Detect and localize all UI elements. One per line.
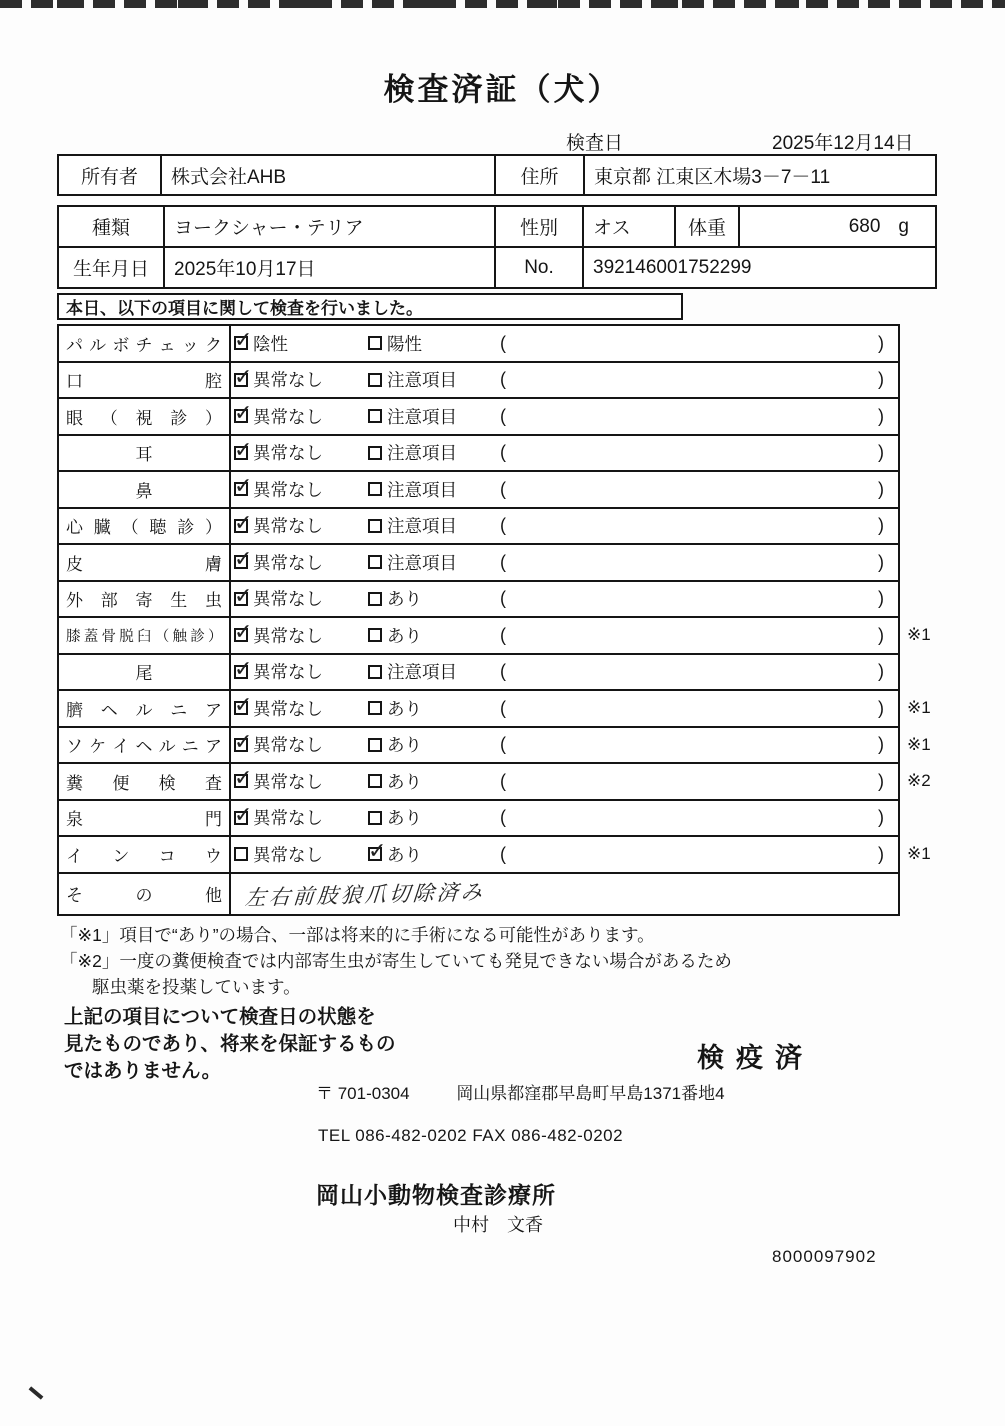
- option-present: [368, 805, 498, 830]
- pet-table: [57, 205, 937, 289]
- checklist-row-parasites: [59, 582, 898, 619]
- paren-close-icon: ): [878, 332, 884, 353]
- footnote-2-line2: 駆虫薬を投薬しています。: [92, 977, 301, 997]
- quarantine-stamp: 検疫済: [697, 1043, 814, 1073]
- birthdate-value: 2025年10月17日: [165, 248, 496, 287]
- option-label: 注意項目: [387, 516, 457, 537]
- disclaimer: [64, 1004, 396, 1085]
- item-label: パ ル ボ チ ェ ッ ク: [59, 326, 231, 361]
- paren-close-icon: ): [878, 843, 884, 864]
- option-label: 異常なし: [253, 516, 323, 537]
- checkbox-icon: [368, 555, 382, 569]
- footnote-mark: ※1: [907, 734, 931, 754]
- checkbox-icon: [234, 519, 248, 533]
- option-caution: [368, 440, 498, 465]
- option-label: 異常なし: [253, 698, 323, 719]
- item-label: 耳: [59, 436, 231, 471]
- checklist-row-nose: [59, 472, 898, 509]
- paren-close-icon: ): [878, 405, 884, 426]
- checkbox-icon: [234, 628, 248, 642]
- option-label: 注意項目: [387, 552, 457, 573]
- option-present: [368, 732, 498, 757]
- checklist-row-tail: [59, 655, 898, 692]
- option-caution: [368, 404, 498, 429]
- paren-close-icon: ): [878, 442, 884, 463]
- scan-artifact-top: [0, 0, 1005, 8]
- clinic-name: 岡山小動物検査診療所: [316, 1182, 556, 1208]
- disclaimer-line2: 見たものであり、将来を保証するもの: [64, 1033, 396, 1055]
- disclaimer-line3: ではありません。: [64, 1060, 222, 1082]
- sex-label: 性別: [496, 207, 584, 246]
- paren-close-icon: ): [878, 661, 884, 682]
- option-label: 注意項目: [387, 406, 457, 427]
- checkbox-icon: [234, 482, 248, 496]
- item-label: 皮 膚: [59, 545, 231, 580]
- checkbox-icon: [234, 446, 248, 460]
- option-label: 異常なし: [253, 552, 323, 573]
- option-label: 異常なし: [253, 370, 323, 391]
- checklist-table: [57, 324, 931, 916]
- option-normal: [231, 769, 368, 794]
- vet-name: 中村 文香: [453, 1215, 543, 1235]
- paren-close-icon: ): [878, 770, 884, 791]
- owner-table: [57, 154, 937, 196]
- item-label: 眼 （ 視 診 ）: [59, 399, 231, 434]
- option-label: 注意項目: [387, 479, 457, 500]
- footnote-mark: ※2: [907, 771, 931, 791]
- checkbox-icon: [368, 774, 382, 788]
- option-label: 異常なし: [253, 735, 323, 756]
- option-normal: [231, 805, 368, 830]
- checkbox-icon: [368, 519, 382, 533]
- paren-close-icon: ): [878, 624, 884, 645]
- result-field: [498, 588, 898, 609]
- birthdate-label: 生年月日: [59, 248, 165, 287]
- item-label: 泉 門: [59, 801, 231, 836]
- result-field: [498, 552, 898, 573]
- checklist-row-mouth: [59, 363, 898, 400]
- option-normal: [231, 659, 368, 684]
- checklist-row-fecal-exam: [59, 764, 931, 801]
- option-label: あり: [387, 698, 422, 719]
- checklist-row-inguinal-hernia: [59, 728, 931, 765]
- address-label: 住所: [496, 156, 585, 194]
- item-label: 鼻: [59, 472, 231, 507]
- result-field: [498, 844, 898, 865]
- result-field: [498, 369, 898, 390]
- result-field: [498, 661, 898, 682]
- checkbox-icon: [234, 592, 248, 606]
- option-label: 注意項目: [387, 662, 457, 683]
- checkbox-icon: [368, 592, 382, 606]
- option-negative: [231, 331, 368, 356]
- option-label: 陰性: [253, 333, 288, 354]
- address-value: 東京都 江東区木場3－7－11: [594, 166, 831, 188]
- checkbox-icon: [234, 811, 248, 825]
- result-field: [498, 406, 898, 427]
- checklist-row-fontanelle: [59, 801, 898, 838]
- paren-open-icon: (: [500, 697, 506, 718]
- page-title: 検査済証（犬）: [383, 72, 622, 107]
- checkbox-icon: [234, 373, 248, 387]
- result-field: [498, 442, 898, 463]
- option-label: 注意項目: [387, 370, 457, 391]
- paren-open-icon: (: [500, 843, 506, 864]
- checklist-row-cryptorchid: [59, 837, 931, 874]
- inspection-date-value: 2025年12月14日: [772, 133, 914, 154]
- paren-open-icon: (: [500, 770, 506, 791]
- clinic-address: 岡山県都窪郡早島町早島1371番地4: [456, 1084, 725, 1103]
- option-normal: [231, 623, 368, 648]
- item-label: イ ン コ ウ: [59, 837, 231, 872]
- item-label: 口 腔: [59, 363, 231, 398]
- checkbox-icon: [368, 665, 382, 679]
- paren-open-icon: (: [500, 661, 506, 682]
- checkbox-icon: [234, 847, 248, 861]
- option-normal: [231, 440, 368, 465]
- paren-close-icon: ): [878, 697, 884, 718]
- checkbox-icon: [368, 482, 382, 496]
- option-label: あり: [387, 625, 422, 646]
- other-findings-cell: [231, 874, 898, 914]
- option-normal: [231, 550, 368, 575]
- paren-open-icon: (: [500, 332, 506, 353]
- checklist-row-patella: [59, 618, 931, 655]
- inspection-date-label: 検査日: [566, 133, 624, 154]
- footnote-mark: ※1: [907, 698, 931, 718]
- option-label: 異常なし: [253, 406, 323, 427]
- checklist-row-ears: [59, 436, 898, 473]
- weight-number: 680: [848, 215, 881, 237]
- paren-open-icon: (: [500, 551, 506, 572]
- checkbox-icon: [368, 446, 382, 460]
- result-field: [498, 333, 898, 354]
- option-label: 異常なし: [253, 443, 323, 464]
- no-label: No.: [496, 248, 584, 287]
- option-label: あり: [387, 844, 422, 865]
- option-label: あり: [387, 808, 422, 829]
- postal-code: 〒 701-0304: [316, 1084, 410, 1103]
- result-field: [498, 515, 898, 536]
- checkbox-icon: [234, 701, 248, 715]
- footnote-2-line1: 「※2」一度の糞便検査では内部寄生虫が寄生していても発見できない場合があるため: [60, 951, 732, 971]
- checklist-row-eyes: [59, 399, 898, 436]
- option-label: 異常なし: [253, 844, 323, 865]
- option-present: [368, 696, 498, 721]
- option-label: あり: [387, 735, 422, 756]
- result-field: [498, 625, 898, 646]
- option-normal: [231, 842, 368, 867]
- owner-value: 株式会社AHB: [162, 156, 496, 194]
- breed-label: 種類: [59, 207, 165, 246]
- option-label: 異常なし: [253, 479, 323, 500]
- paren-open-icon: (: [500, 515, 506, 536]
- paren-close-icon: ): [878, 515, 884, 536]
- checkbox-icon: [368, 701, 382, 715]
- paren-open-icon: (: [500, 405, 506, 426]
- paren-close-icon: ): [878, 588, 884, 609]
- checklist-row-parvo: [59, 326, 898, 363]
- paren-close-icon: ): [878, 478, 884, 499]
- option-normal: [231, 586, 368, 611]
- weight-value: [740, 207, 935, 246]
- checklist-row-skin: [59, 545, 898, 582]
- item-label: 臍 ヘ ル ニ ア: [59, 691, 231, 726]
- weight-label: 体重: [676, 207, 740, 246]
- owner-label: 所有者: [59, 156, 162, 194]
- checkbox-icon: [368, 628, 382, 642]
- option-caution: [368, 513, 498, 538]
- option-normal: [231, 367, 368, 392]
- option-present: [368, 586, 498, 611]
- item-label: そ の 他: [59, 874, 231, 914]
- option-caution: [368, 550, 498, 575]
- option-label: 注意項目: [387, 443, 457, 464]
- checkbox-icon: [368, 409, 382, 423]
- checkbox-icon: [368, 847, 382, 861]
- option-positive: [368, 331, 498, 356]
- paren-close-icon: ): [878, 369, 884, 390]
- paren-open-icon: (: [500, 369, 506, 390]
- option-normal: [231, 696, 368, 721]
- option-label: 異常なし: [253, 625, 323, 646]
- checkbox-icon: [368, 336, 382, 350]
- intro-statement: 本日、以下の項目に関して検査を行いました。: [57, 293, 683, 320]
- no-value: 392146001752299: [593, 256, 752, 278]
- option-label: あり: [387, 771, 422, 792]
- item-label: ソ ケ イ ヘ ル ニ ア: [59, 728, 231, 763]
- result-field: [498, 807, 898, 828]
- option-label: 異常なし: [253, 808, 323, 829]
- paren-open-icon: (: [500, 588, 506, 609]
- checkbox-icon: [234, 665, 248, 679]
- option-caution: [368, 477, 498, 502]
- option-caution: [368, 659, 498, 684]
- option-label: 陽性: [387, 333, 422, 354]
- checkbox-icon: [234, 336, 248, 350]
- paren-open-icon: (: [500, 734, 506, 755]
- item-label: 尾: [59, 655, 231, 690]
- item-label: 心 臓 （ 聴 診 ）: [59, 509, 231, 544]
- result-field: [498, 771, 898, 792]
- checkbox-icon: [234, 555, 248, 569]
- option-normal: [231, 513, 368, 538]
- item-label: 糞 便 検 査: [59, 764, 231, 799]
- footnote-mark: ※1: [907, 625, 931, 645]
- checkbox-icon: [234, 774, 248, 788]
- clinic-tel-fax: TEL 086-482-0202 FAX 086-482-0202: [318, 1126, 624, 1145]
- result-field: [498, 698, 898, 719]
- option-normal: [231, 404, 368, 429]
- option-label: 異常なし: [253, 771, 323, 792]
- option-label: 異常なし: [253, 589, 323, 610]
- checkbox-icon: [234, 409, 248, 423]
- scan-artifact-bottom-left: [29, 1386, 44, 1399]
- checklist-row-umbilical-hernia: [59, 691, 931, 728]
- handwritten-note: 左右前肢狼爪切除済み: [244, 879, 486, 910]
- breed-value: ヨークシャー・テリア: [165, 207, 496, 246]
- paren-open-icon: (: [500, 478, 506, 499]
- sex-value: オス: [584, 207, 676, 246]
- weight-unit: g: [898, 215, 909, 237]
- paren-close-icon: ): [878, 807, 884, 828]
- checkbox-icon: [234, 738, 248, 752]
- footnote-1: 「※1」項目で“あり”の場合、一部は将来的に手術になる可能性があります。: [60, 925, 655, 945]
- option-present: [368, 842, 498, 867]
- item-label: 膝 蓋 骨 脱 臼 （ 触 診 ）: [59, 618, 231, 653]
- option-label: あり: [387, 589, 422, 610]
- option-present: [368, 623, 498, 648]
- option-present: [368, 769, 498, 794]
- option-label: 異常なし: [253, 662, 323, 683]
- checklist-row-heart: [59, 509, 898, 546]
- option-normal: [231, 732, 368, 757]
- checklist-row-other: [59, 874, 898, 914]
- paren-close-icon: ): [878, 551, 884, 572]
- serial-number: 8000097902: [772, 1247, 877, 1266]
- paren-open-icon: (: [500, 807, 506, 828]
- paren-open-icon: (: [500, 442, 506, 463]
- checkbox-icon: [368, 738, 382, 752]
- checkbox-icon: [368, 373, 382, 387]
- clinic-address-line: [316, 1079, 725, 1104]
- paren-open-icon: (: [500, 624, 506, 645]
- disclaimer-line1: 上記の項目について検査日の状態を: [64, 1006, 376, 1028]
- result-field: [498, 479, 898, 500]
- paren-close-icon: ): [878, 734, 884, 755]
- result-field: [498, 734, 898, 755]
- checkbox-icon: [368, 811, 382, 825]
- item-label: 外 部 寄 生 虫: [59, 582, 231, 617]
- footnote-mark: ※1: [907, 844, 931, 864]
- option-caution: [368, 367, 498, 392]
- option-normal: [231, 477, 368, 502]
